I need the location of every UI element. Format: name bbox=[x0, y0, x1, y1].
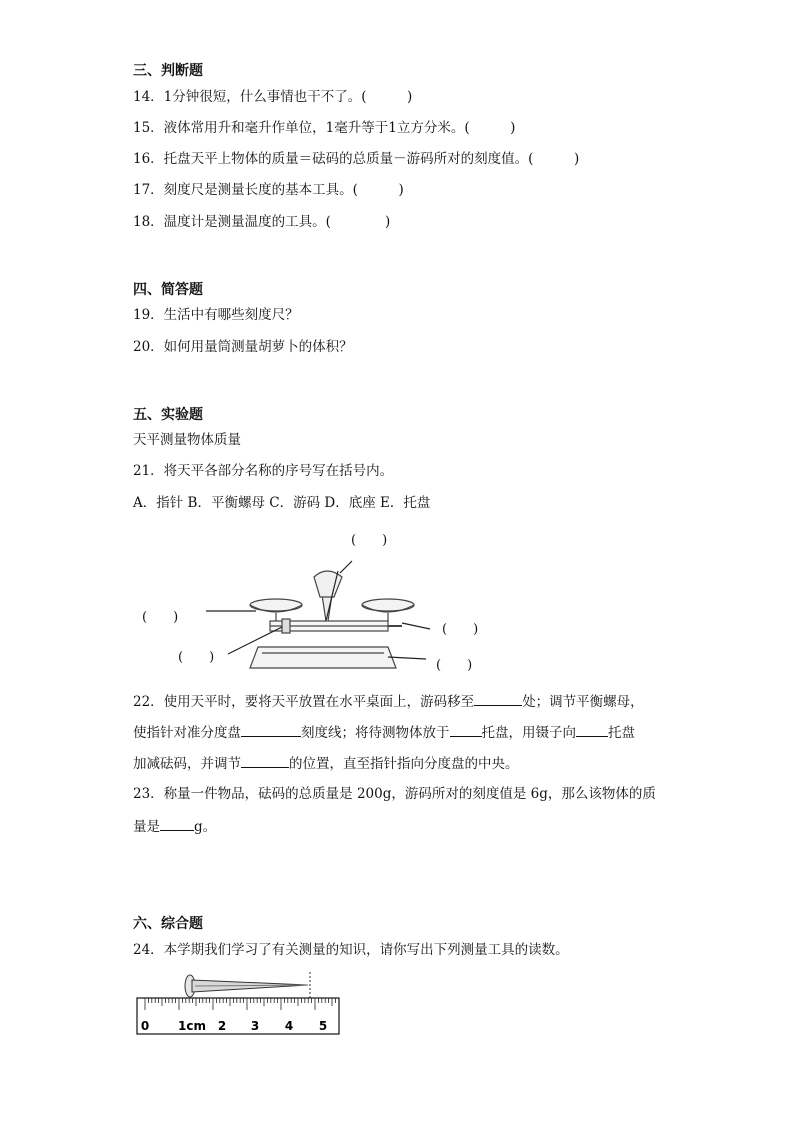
q23-blank[interactable] bbox=[160, 817, 194, 831]
q22-text-8: 的位置，直至指针指向分度盘的中央。 bbox=[289, 756, 519, 772]
ruler-label-3: 3 bbox=[250, 1019, 260, 1033]
balance-diagram bbox=[130, 525, 500, 675]
question-19: 19．生活中有哪些刻度尺？ bbox=[133, 307, 299, 323]
ruler-label-2: 2 bbox=[217, 1019, 227, 1033]
question-16: 16．托盘天平上物体的质量＝砝码的总质量－游码所对的刻度值。( ) bbox=[133, 151, 580, 167]
q22-text-6: 托盘 bbox=[608, 725, 635, 741]
balance-scale-plate bbox=[314, 571, 342, 597]
q22-text-5: 托盘，用镊子向 bbox=[481, 725, 576, 741]
question-22-line2 bbox=[133, 723, 635, 742]
bracket-right-lower: ( ) bbox=[436, 658, 473, 673]
ruler-diagram bbox=[134, 970, 346, 1038]
q23-text-2: g。 bbox=[194, 819, 217, 835]
bracket-right-upper: ( ) bbox=[442, 622, 479, 637]
bracket-left-lower: ( ) bbox=[178, 650, 215, 665]
bracket-top: ( ) bbox=[351, 533, 388, 548]
question-14: 14．1分钟很短，什么事情也干不了。( ) bbox=[133, 89, 413, 105]
ruler-label-1: 1cm bbox=[178, 1019, 206, 1033]
question-22-line3 bbox=[133, 754, 519, 773]
ruler-label-5: 5 bbox=[318, 1019, 328, 1033]
balance-illustration bbox=[206, 561, 430, 668]
q22-text-7: 加减砝码，并调节 bbox=[133, 756, 241, 772]
ruler-label-4: 4 bbox=[284, 1019, 294, 1033]
measured-object bbox=[185, 972, 310, 998]
q22-blank-2[interactable] bbox=[241, 723, 301, 737]
balance-rider bbox=[282, 619, 290, 633]
ruler-label-0: 0 bbox=[140, 1019, 150, 1033]
question-23-line1: 23．称量一件物品，砝码的总质量是 200g，游码所对的刻度值是 6g，那么该物体的质 bbox=[133, 786, 656, 802]
question-15: 15．液体常用升和毫升作单位，1毫升等于1立方分米。( ) bbox=[133, 120, 516, 136]
q23-text-1: 量是 bbox=[133, 819, 160, 835]
experiment-subtitle: 天平测量物体质量 bbox=[133, 432, 241, 448]
label-line-pointer bbox=[340, 561, 352, 573]
label-line-base bbox=[388, 657, 426, 659]
bracket-left-upper: ( ) bbox=[142, 610, 179, 625]
q22-text-4: 刻度线；将待测物体放于 bbox=[301, 725, 450, 741]
balance-base bbox=[250, 647, 396, 668]
q22-blank-3[interactable] bbox=[450, 723, 482, 737]
question-23-line2 bbox=[133, 817, 216, 836]
section5-heading: 五、实验题 bbox=[133, 407, 203, 423]
q22-blank-4[interactable] bbox=[576, 723, 608, 737]
q22-blank-5[interactable] bbox=[241, 754, 289, 768]
question-21: 21．将天平各部分名称的序号写在括号内。 bbox=[133, 463, 394, 479]
section4-heading: 四、简答题 bbox=[133, 282, 203, 298]
question-20: 20．如何用量筒测量胡萝卜的体积？ bbox=[133, 339, 353, 355]
q22-blank-1[interactable] bbox=[474, 692, 522, 706]
section6-heading: 六、综合题 bbox=[133, 916, 203, 932]
section3-heading: 三、判断题 bbox=[133, 63, 203, 79]
question-17: 17．刻度尺是测量长度的基本工具。( ) bbox=[133, 182, 404, 198]
ruler-body bbox=[137, 998, 339, 1034]
question-21-options: A．指针 B．平衡螺母 C．游码 D．底座 E．托盘 bbox=[133, 495, 431, 511]
q22-text-2: 处；调节平衡螺母， bbox=[522, 694, 644, 710]
q22-text-3: 使指针对准分度盘 bbox=[133, 725, 241, 741]
question-18: 18．温度计是测量温度的工具。( ) bbox=[133, 214, 391, 230]
q22-text-1: 22．使用天平时，要将天平放置在水平桌面上，游码移至 bbox=[133, 694, 475, 710]
question-22-line1 bbox=[133, 692, 644, 711]
question-24: 24．本学期我们学习了有关测量的知识，请你写出下列测量工具的读数。 bbox=[133, 942, 569, 958]
label-line-nut bbox=[402, 623, 430, 629]
